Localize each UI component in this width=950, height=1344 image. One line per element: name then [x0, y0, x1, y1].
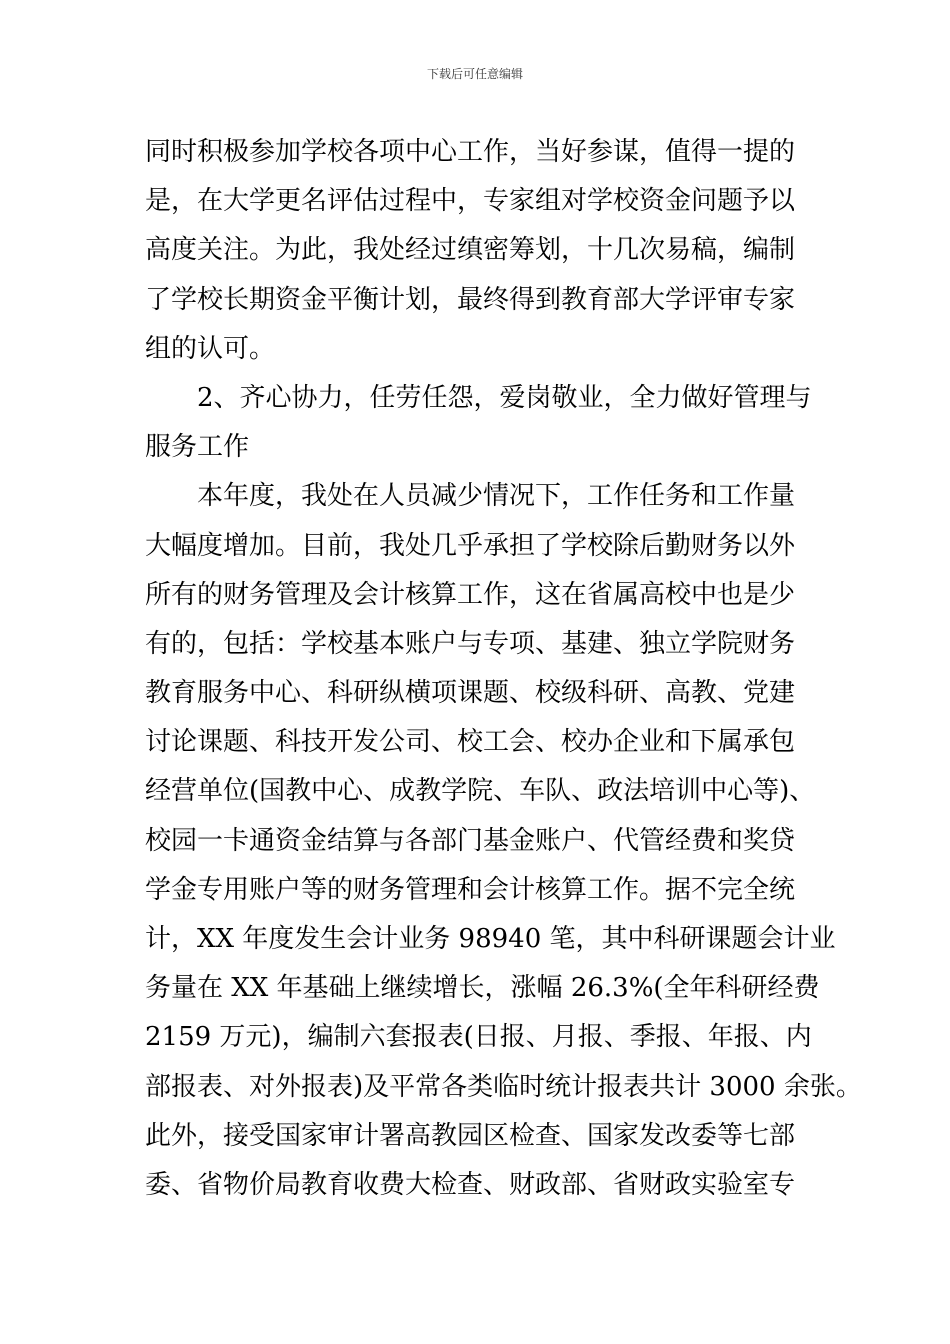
text-line: 计，XX 年度发生会计业务 98940 笔，其中科研课题会计业 — [145, 924, 836, 954]
text-line: 教育服务中心、科研纵横项课题、校级科研、高教、党建 — [145, 678, 796, 709]
text-line: 部报表、对外报表)及平常各类临时统计报表共计 3000 余张。 — [145, 1071, 862, 1102]
text-line: 大幅度增加。目前，我处几乎承担了学校除后勤财务以外 — [145, 530, 796, 561]
text-line: 学金专用账户等的财务管理和会计核算工作。据不完全统 — [145, 874, 796, 905]
text-line: 了学校长期资金平衡计划，最终得到教育部大学评审专家 — [145, 284, 796, 315]
text-line: 高度关注。为此，我处经过缜密筹划，十几次易稿，编制 — [145, 235, 796, 266]
text-line: 委、省物价局教育收费大检查、财政部、省财政实验室专 — [145, 1169, 796, 1200]
text-line: 所有的财务管理及会计核算工作，这在省属高校中也是少 — [145, 579, 796, 610]
text-line: 同时积极参加学校各项中心工作，当好参谋，值得一提的 — [145, 137, 796, 167]
section-heading: 2、齐心协力，任劳任怨，爱岗敬业，全力做好管理与 — [197, 382, 812, 413]
text-line: 是，在大学更名评估过程中，专家组对学校资金问题予以 — [145, 186, 796, 217]
text-line: 有的，包括：学校基本账户与专项、基建、独立学院财务 — [145, 628, 796, 659]
text-line: 2159 万元)，编制六套报表(日报、月报、季报、年报、内 — [145, 1022, 812, 1053]
paragraph-start: 本年度，我处在人员减少情况下，工作任务和工作量 — [197, 481, 796, 512]
text-line: 务量在 XX 年基础上继续增长，涨幅 26.3%(全年科研经费 — [145, 973, 820, 1004]
section-heading-continued: 服务工作 — [145, 432, 250, 463]
text-line: 校园一卡通资金结算与各部门基金账户、代管经费和奖贷 — [145, 825, 796, 856]
text-line: 经营单位(国教中心、成教学院、车队、政法培训中心等)、 — [145, 776, 816, 807]
text-line: 此外，接受国家审计署高教园区检查、国家发改委等七部 — [145, 1120, 796, 1151]
text-line: 讨论课题、科技开发公司、校工会、校办企业和下属承包 — [145, 727, 796, 758]
text-line: 组的认可。 — [145, 333, 276, 364]
page-header: 下载后可任意编辑 — [426, 67, 523, 81]
document-body — [145, 128, 862, 1210]
